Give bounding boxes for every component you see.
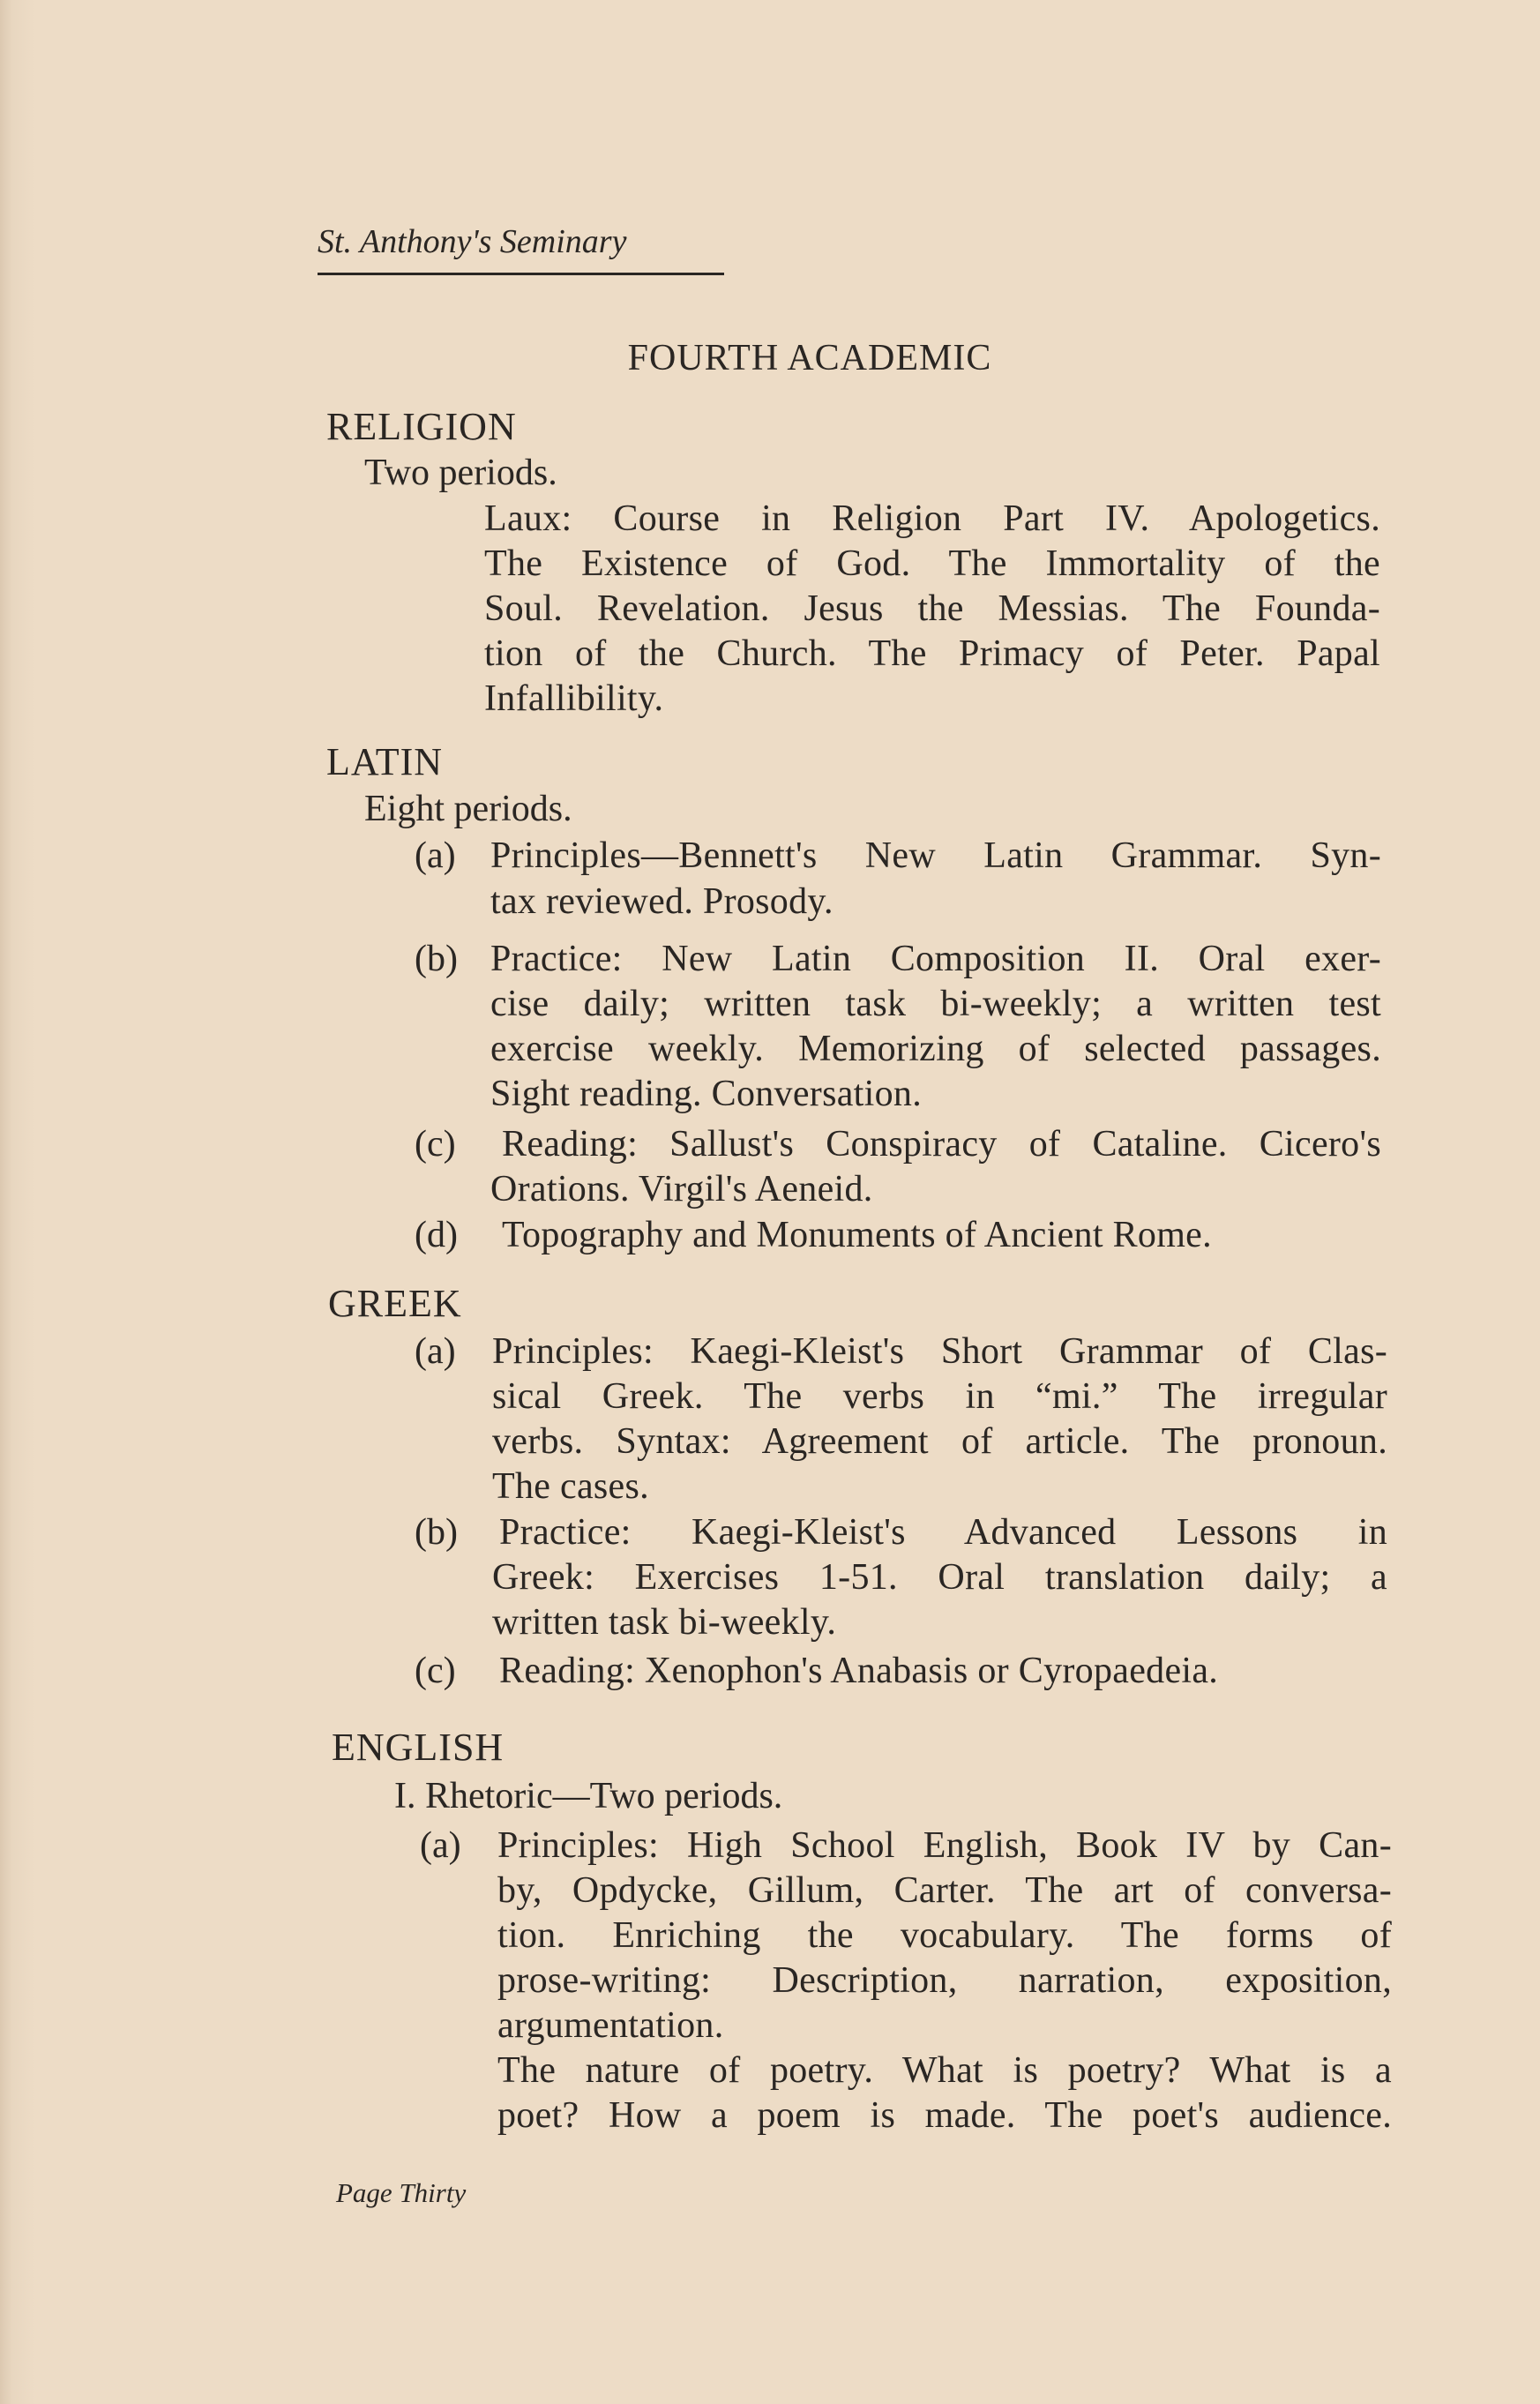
religion-line: Laux: Course in Religion Part IV. Apologetics. [484,498,1380,539]
latin-item-line: Practice: New Latin Composition II. Oral exer- [490,939,1381,979]
latin-item-line: Topography and Monuments of Ancient Rome. [502,1215,1212,1255]
section-heading-religion: RELIGION [326,405,517,448]
religion-line: tion of the Church. The Primacy of Peter. Papal [484,633,1380,674]
latin-item-line: Principles—Bennett's New Latin Grammar. Syn- [490,835,1381,876]
greek-item-label: (c) [415,1651,456,1691]
section-heading-greek: GREEK [328,1282,462,1325]
latin-item-line: Sight reading. Conversation. [490,1074,923,1114]
latin-item-label: (a) [415,835,456,876]
running-header: St. Anthony's Seminary [318,223,627,260]
page-title: FOURTH ACADEMIC [627,338,992,378]
latin-item-label: (b) [415,939,458,979]
page-number-footer: Page Thirty [336,2177,467,2208]
english-item-line: prose-writing: Description, narration, exposition, [497,1960,1392,2001]
religion-periods: Two periods. [364,453,557,493]
latin-item-line: cise daily; written task bi-weekly; a written test [490,984,1381,1024]
latin-item-line: Orations. Virgil's Aeneid. [490,1169,873,1209]
english-item-line: The nature of poetry. What is poetry? What is a [497,2050,1392,2091]
latin-item-line: Reading: Sallust's Conspiracy of Cataline. Cicero's [502,1124,1381,1165]
section-heading-english: ENGLISH [332,1726,505,1769]
latin-item-line: exercise weekly. Memorizing of selected passages. [490,1029,1381,1069]
header-rule [318,273,724,275]
greek-item-line: Practice: Kaegi-Kleist's Advanced Lessons in [499,1512,1387,1553]
english-subheading: I. Rhetoric—Two periods. [394,1776,783,1816]
religion-line: Infallibility. [484,678,664,719]
latin-item-line: tax reviewed. Prosody. [490,881,834,922]
greek-item-line: written task bi-weekly. [492,1602,837,1643]
latin-item-label: (c) [415,1124,456,1165]
section-heading-latin: LATIN [326,740,444,783]
greek-item-line: Greek: Exercises 1-51. Oral translation daily; a [492,1557,1387,1598]
english-item-line: poet? How a poem is made. The poet's audience. [497,2095,1392,2136]
greek-item-label: (a) [415,1331,456,1372]
religion-line: The Existence of God. The Immortality of the [484,543,1380,584]
greek-item-line: The cases. [492,1466,649,1507]
greek-item-label: (b) [415,1512,458,1553]
english-item-line: Principles: High School English, Book IV by Can- [497,1825,1392,1866]
greek-item-line: sical Greek. The verbs in “mi.” The irregular [492,1376,1387,1417]
greek-item-line: Principles: Kaegi-Kleist's Short Grammar of Clas- [492,1331,1387,1372]
latin-item-label: (d) [415,1215,458,1255]
latin-periods: Eight periods. [364,789,572,829]
english-item-line: by, Opdycke, Gillum, Carter. The art of conversa- [497,1870,1392,1911]
english-item-line: argumentation. [497,2005,724,2046]
greek-item-line: verbs. Syntax: Agreement of article. The pronoun. [492,1421,1387,1462]
english-item-label: (a) [420,1825,461,1866]
religion-line: Soul. Revelation. Jesus the Messias. The Founda- [484,588,1380,629]
english-item-line: tion. Enriching the vocabulary. The forms of [497,1915,1392,1956]
greek-item-line: Reading: Xenophon's Anabasis or Cyropaedeia. [499,1651,1219,1691]
